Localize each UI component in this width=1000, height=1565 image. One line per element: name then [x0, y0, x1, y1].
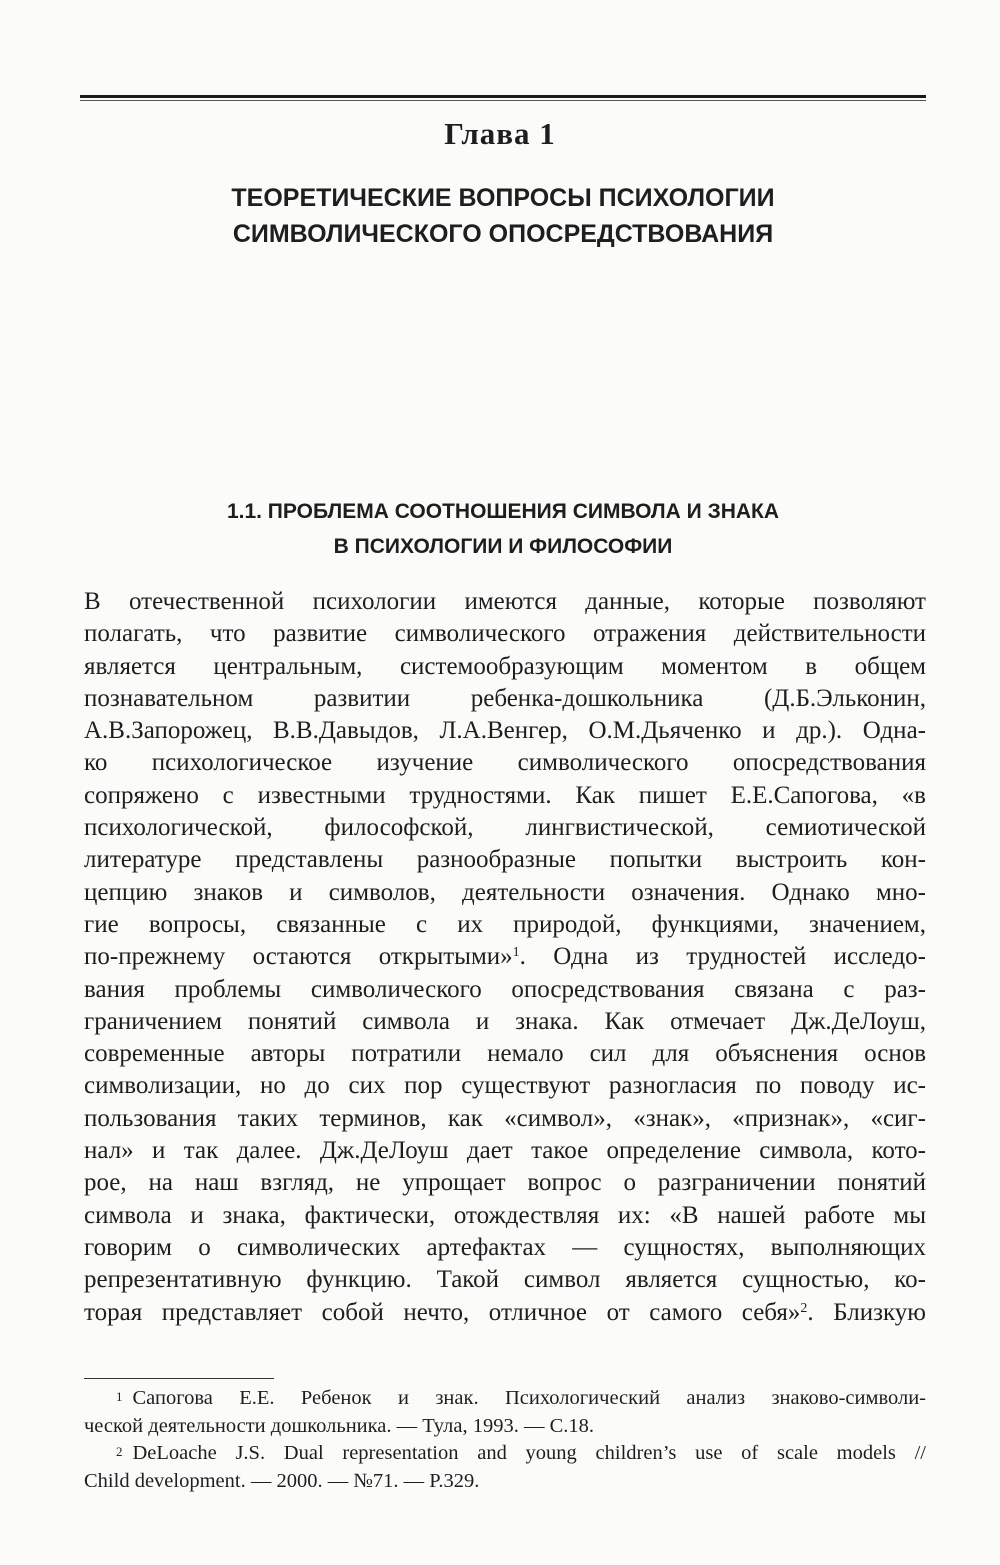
footnote-1-number: 1 [116, 1389, 123, 1404]
text-line: рое, на наш взгляд, не упрощает вопрос о разграничении понятий [84, 1169, 926, 1197]
text-line: вания проблемы символического опосредствования связана с раз- [84, 975, 926, 1003]
footnote-2-number: 2 [116, 1444, 123, 1459]
text-line: граничением понятий символа и знака. Как отмечает Дж.ДеЛоуш, [84, 1007, 926, 1035]
footnote-ref-2[interactable]: 2 [800, 1300, 808, 1316]
text-line: нал» и так далее. Дж.ДеЛоуш дает такое определение символа, кото- [84, 1137, 926, 1165]
footnote-2-line: Child development. — 2000. — №71. — P.329. [84, 1469, 480, 1492]
text-line: говорим о символических артефактах — сущностях, выполняющих [84, 1233, 926, 1261]
section-title-line: 1.1. ПРОБЛЕМА СООТНОШЕНИЯ СИМВОЛА И ЗНАКА [226, 500, 780, 523]
text-line: является центральным, системообразующим моментом в общем [84, 652, 926, 680]
text-line-with-footnote [84, 1297, 926, 1329]
text-line: пользования таких терминов, как «символ», «знак», «признак», «сиг- [84, 1104, 926, 1132]
text-line: А.В.Запорожец, В.В.Давыдов, Л.А.Венгер, О.М.Дьяченко и др.). Одна- [84, 717, 926, 745]
text-line: современные авторы потратили немало сил для объяснения основ [84, 1040, 926, 1068]
text-line: символа и знака, фактически, отождествляя их: «В нашей работе мы [84, 1201, 926, 1229]
text-line: цепцию знаков и символов, деятельности означения. Однако мно- [84, 878, 926, 906]
footnotes [84, 1385, 926, 1495]
text-line: гие вопросы, связанные с их природой, функциями, значением, [84, 910, 926, 938]
text-line: сопряжено с известными трудностями. Как пишет Е.Е.Сапогова, «в [84, 781, 926, 809]
footnote-1-text: Сапогова Е.Е. Ребенок и знак. Психологический анализ знаково-символи- [132, 1387, 926, 1409]
text-line: символизации, но до сих пор существуют разногласия по поводу ис- [84, 1072, 926, 1100]
chapter-label: Глава 1 [444, 116, 556, 151]
header-rule-thick [80, 95, 926, 98]
text-segment: торая представляет собой нечто, отличное от самого себя» [84, 1298, 801, 1326]
footnote-1-line: ческой деятельности дошкольника. — Тула, 1993. — С.18. [84, 1414, 594, 1437]
footnote-ref-1[interactable]: 1 [512, 945, 520, 961]
text-line: ко психологическое изучение символического опосредствования [84, 749, 926, 777]
footnote-separator [84, 1378, 274, 1379]
footnote-1-line [84, 1385, 926, 1413]
text-line: познавательном развитии ребенка-дошкольника (Д.Б.Эльконин, [84, 684, 926, 712]
text-line: репрезентативную функцию. Такой символ является сущностью, ко- [84, 1266, 926, 1294]
section-title-line: В ПСИХОЛОГИИ И ФИЛОСОФИИ [333, 535, 673, 558]
text-line: В отечественной психологии имеются данные, которые позволяют [84, 588, 926, 615]
text-segment: . Одна из трудностей исследо- [519, 943, 926, 971]
header-rule-thin [80, 100, 926, 101]
footnote-2-text: DeLoache J.S. Dual representation and young children’s use of scale models // [132, 1442, 926, 1464]
footnote-2-line [84, 1440, 926, 1468]
chapter-title-line: ТЕОРЕТИЧЕСКИЕ ВОПРОСЫ ПСИХОЛОГИИ [231, 184, 775, 212]
body-text [84, 586, 926, 1329]
section-title [80, 494, 926, 564]
chapter-title-line: СИМВОЛИЧЕСКОГО ОПОСРЕДСТВОВАНИЯ [232, 220, 774, 248]
text-line: психологической, философской, лингвистической, семиотической [84, 814, 926, 842]
text-line-with-footnote [84, 941, 926, 973]
text-segment: по-прежнему остаются открытыми» [84, 943, 513, 971]
text-segment: . Близкую [807, 1298, 926, 1326]
text-line: полагать, что развитие символического отражения действительности [84, 620, 926, 648]
text-line: литературе представлены разнообразные попытки выстроить кон- [84, 846, 926, 874]
chapter-title [80, 180, 926, 252]
